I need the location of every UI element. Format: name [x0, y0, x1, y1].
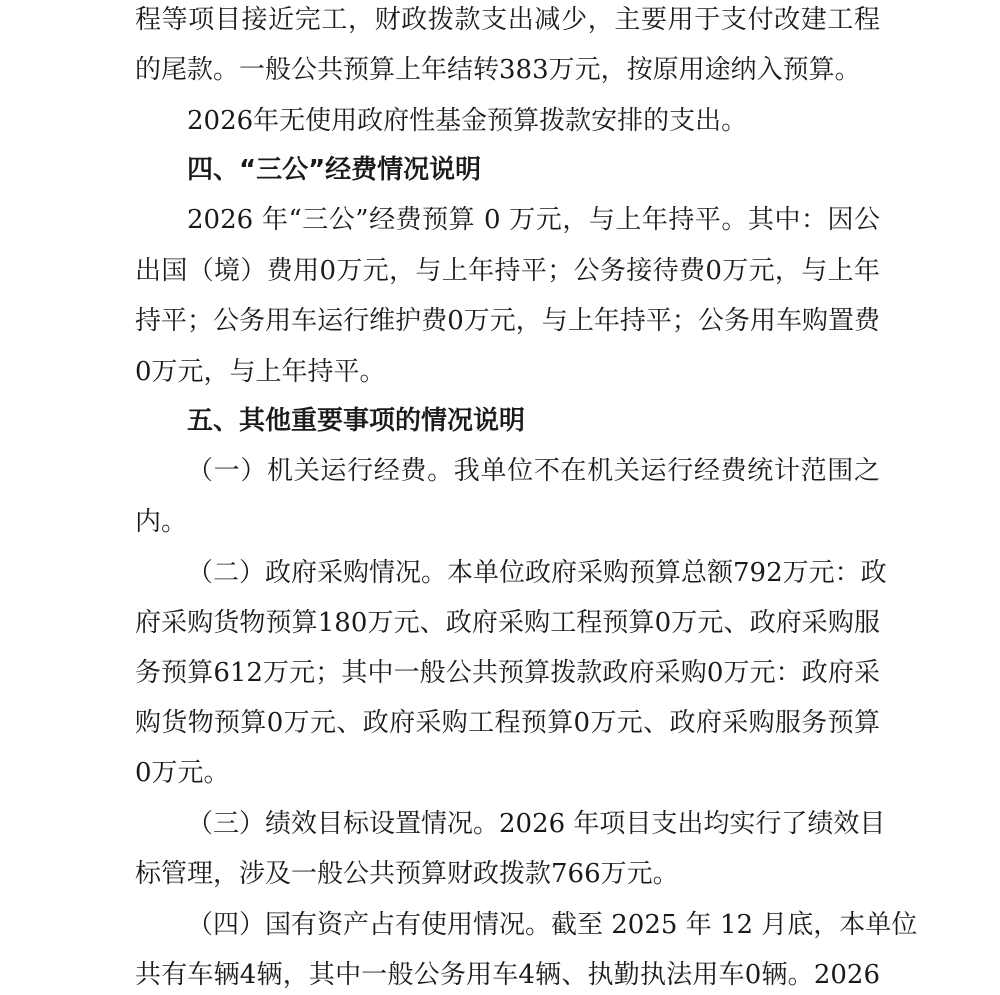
body-text-line: 持平；公务用车运行维护费0万元，与上年持平；公务用车购置费 [135, 306, 880, 336]
section-heading-sangong: 四、“三公”经费情况说明 [187, 155, 482, 185]
section-heading-other-matters: 五、其他重要事项的情况说明 [187, 406, 526, 436]
body-text-line: 府采购货物预算180万元、政府采购工程预算0万元、政府采购服 [135, 608, 880, 638]
body-text-line: 购货物预算0万元、政府采购工程预算0万元、政府采购服务预算 [135, 708, 880, 738]
body-text-line: 程等项目接近完工，财政拨款支出减少，主要用于支付改建工程 [135, 5, 880, 35]
body-text-line: （二）政府采购情况。本单位政府采购预算总额792万元：政 [187, 558, 887, 588]
body-text-line: 出国（境）费用0万元，与上年持平；公务接待费0万元，与上年 [135, 256, 880, 286]
body-text-line: 的尾款。一般公共预算上年结转383万元，按原用途纳入预算。 [135, 55, 861, 85]
body-text-line: 标管理，涉及一般公共预算财政拨款766万元。 [135, 859, 679, 889]
body-text-line: 务预算612万元；其中一般公共预算拨款政府采购0万元：政府采 [135, 658, 880, 688]
body-text-line: 内。 [135, 507, 188, 537]
body-text-line: 2026年无使用政府性基金预算拨款安排的支出。 [187, 106, 748, 136]
body-text-line: 2026 年“三公”经费预算 0 万元，与上年持平。其中：因公 [187, 205, 880, 235]
body-text-line: （三）绩效目标设置情况。2026 年项目支出均实行了绩效目 [187, 809, 886, 839]
body-text-line: 0万元。 [135, 758, 230, 788]
body-text-line: 0万元，与上年持平。 [135, 357, 386, 387]
body-text-line: （一）机关运行经费。我单位不在机关运行经费统计范围之 [187, 456, 880, 486]
body-text-line: 共有车辆4辆，其中一般公务用车4辆、执勤执法用车0辆。2026 [135, 960, 880, 990]
body-text-line: （四）国有资产占有使用情况。截至 2025 年 12 月底，本单位 [187, 910, 918, 940]
